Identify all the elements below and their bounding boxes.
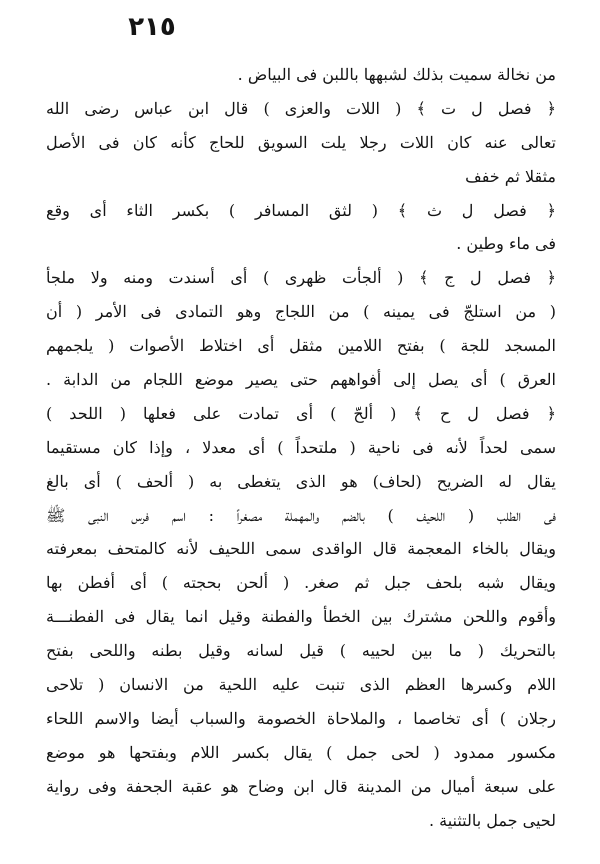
text-line: اللام وكسرها العظم الذى تنبت عليه اللحية من الانسان ( تلاحى <box>46 675 556 695</box>
text-line: فى ماء وطين . <box>456 234 556 254</box>
text-line: ﴿ فصل ل ح ﴾ ( ألحّ ) أى تمادت على فعلها ( اللحد ) <box>46 403 556 423</box>
text-line: ويقال شبه بلحف جبل ثم صغر. ( ألحن بحجته ) أى أفطن بها <box>46 573 556 593</box>
text-line: تعالى عنه كان اللات رجلا يلت السويق للحاج كأنه كان فى الأصل <box>46 132 556 152</box>
text-line: فى الطلب ( اللحيف ) بالضم والمهملة مصغراً : اسم فرس النبى ﷺ <box>46 505 556 525</box>
text-line: من نخالة سميت بذلك لشبهها باللبن فى البياض . <box>237 65 556 84</box>
text-line: لحيى جمل بالتثنية . <box>428 810 556 830</box>
text-line: المسجد للجة ) بفتح اللامين مثقل أى اختلاط الأصوات ( يلجمهم <box>46 336 556 356</box>
text-line: مثقلا ثم خفف <box>465 166 556 186</box>
body-text <box>46 58 556 837</box>
page-number: ٢١٥ <box>128 12 176 42</box>
text-line: ﴿ فصل ل ت ﴾ ( اللات والعزى ) قال ابن عباس رضى الله <box>46 98 556 118</box>
text-line: يقال له الضريح (لحاف) هو الذى يتغطى به ( ألحف ) أى بالغ <box>46 471 556 491</box>
text-line: سمى لحداً لأنه فى ناحية ( ملتحداً ) أى معدلا ، وإذا كان مستقيما <box>46 437 556 457</box>
text-line: ( من استلجّ فى يمينه ) من اللجاج وهو التمادى فى الأمر ( أن <box>46 302 556 322</box>
text-line: ﴿ فصل ل ج ﴾ ( ألجأت ظهرى ) أى أسندت ومنه ولا ملجأ <box>46 268 556 288</box>
text-line: ويقال بالخاء المعجمة قال الواقدى سمى اللحيف لأنه كالمتحف بمعرفته <box>46 539 556 559</box>
text-line: وأقوم واللحن مشترك بين الخطأ والفطنة وقيل انما يقال فى الفطنـــة <box>46 607 556 627</box>
text-line: مكسور ممدود ( لحى جمل ) يقال بكسر اللام وبفتحها هو موضع <box>46 742 556 762</box>
text-line: على سبعة أميال من المدينة قال ابن وضاح هو عقبة الجحفة وفى رواية <box>46 776 556 796</box>
text-line: العرق ) أى يصل إلى أفواههم حتى يصير موضع اللجام من الدابة . <box>46 370 556 390</box>
text-line: ﴿ فصل ل ث ﴾ ( لثق المسافر ) بكسر الثاء أى وقع <box>46 200 556 220</box>
text-line: بالتحريك ( ما بين لحييه ) قيل لسانه وقيل بطنه واللحى بفتح <box>46 641 556 661</box>
text-line: رجلان ) أى تخاصما ، والملاحاة الخصومة والسباب أيضا والاسم اللحاء <box>46 708 556 728</box>
